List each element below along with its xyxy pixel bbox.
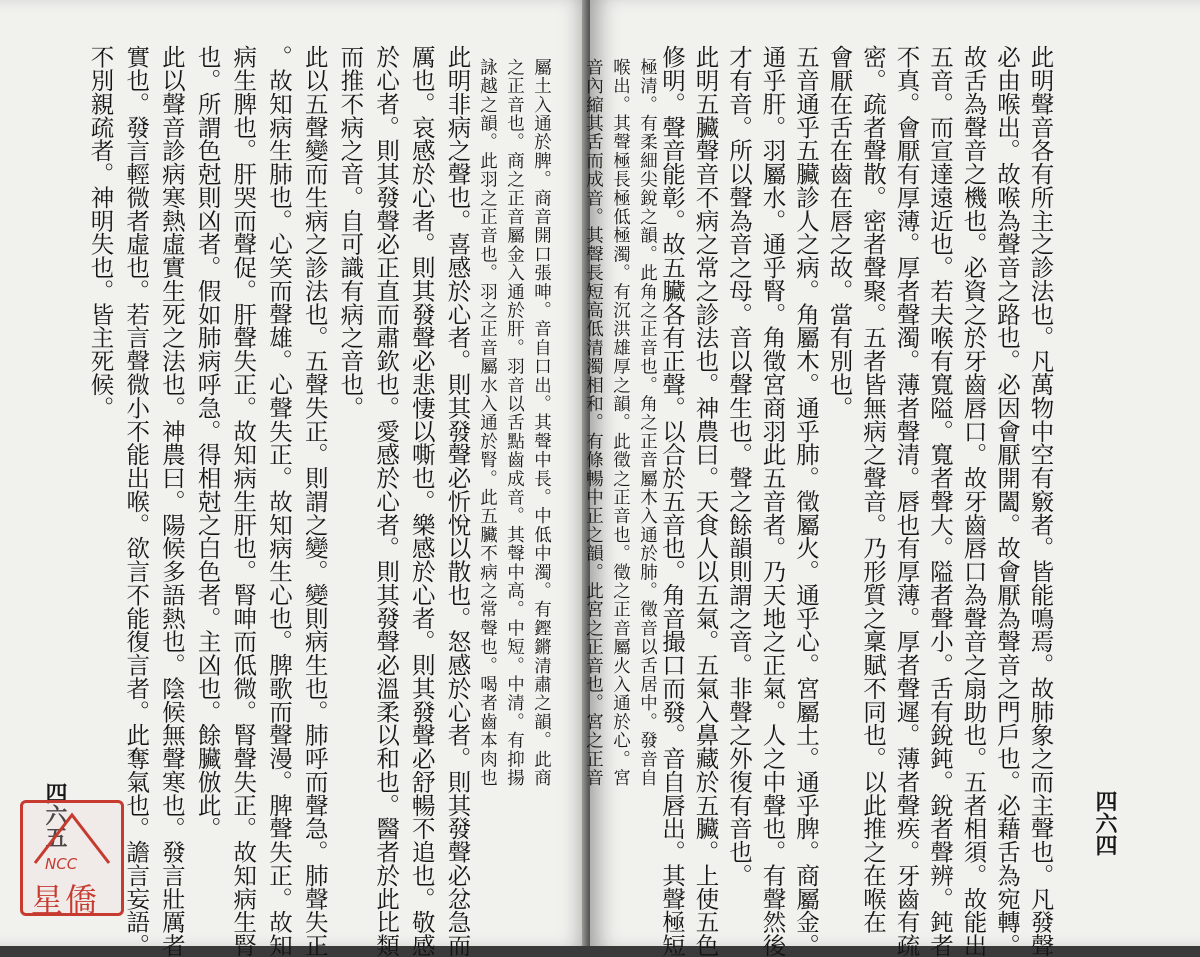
text-column: 不真。會厭有厚薄。厚者聲濁。薄者聲清。唇也有厚薄。厚者聲遲。薄者聲疾。牙齒有疏 [892, 45, 921, 957]
text-column: 此明五臟聲音不病之常之診法也。神農曰。天食人以五氣。五氣入鼻藏於五臟。上使五色 [691, 45, 720, 957]
text-column: 厲也。哀感於心者。則其發聲必悲悽以嘶也。樂感於心者。則其發聲必舒暢不追也。敬感 [407, 45, 436, 957]
text-column: 五音通乎五臟診人之病。角屬木。通乎肺。徵屬火。通乎心。宮屬土。通乎脾。商屬金。 [792, 45, 820, 957]
text-column: 才有音。所以聲為音之母。音以聲生也。聲之餘韻則謂之音。非聲之外復有音也。 [725, 45, 753, 887]
annotation-column: 之正音也。商之正音屬金入通於肝。羽音以舌點齒成音。其聲中高。中短。中清。有抑揚 [504, 58, 525, 788]
annotation-column: 喉出。其聲極長極低極濁。有沉洪雄厚之韻。此徵之正音也。徵之正音屬火入通於心。宮 [610, 58, 631, 788]
text-column: 也。所謂色尅則凶者。假如肺病呼急。得相尅之白色者。主凶也。餘臟倣此。 [193, 45, 222, 840]
left-page-number: 四六五 [42, 782, 68, 848]
right-page-number: 四六四 [1092, 790, 1118, 856]
text-column: 通乎肝。羽屬水。通乎腎。角徵宮商羽此五音者。乃天地之正氣。人之中聲也。有聲然後 [758, 45, 787, 957]
text-column: 故舌為聲音之機也。必資之於牙齒唇口。故牙齒唇口為聲音之扇助也。五者相須。故能出 [959, 45, 988, 957]
text-column: 修明。聲音能彰。故五臟各有正聲。以合於五音也。角音撮口而發。音自唇出。其聲極短 [658, 45, 686, 957]
right-page [583, 0, 1200, 957]
text-column: 此明聲音各有所主之診法也。凡萬物中空有竅者。皆能鳴焉。故肺象之而主聲也。凡發聲 [1026, 45, 1055, 957]
text-column: 會厭在舌在齒在唇之故。當有別也。 [825, 45, 854, 420]
annotation-column: 極清。有柔細尖銳之韻。此角之正音也。角之正音屬木入通於肺。徵音以舌居中。發音自 [637, 58, 658, 788]
seal-mark: NCC [45, 855, 78, 873]
annotation-column: 詠越之韻。此羽之正音也。羽之正音屬水入通於腎。此五臟不病之常聲也。喝者齒本肉也 [477, 58, 498, 788]
text-column: 而推不病之音。自可識有病之音也。 [336, 45, 365, 420]
annotation-column: 音內縮其舌而成音。其聲長短高低清濁相和。有條暢中正之韻。此宮之正音也。宮之正音 [583, 58, 604, 788]
text-column: 此以聲音診病寒熱虛實生死之法也。神農曰。陽候多語熱也。陰候無聲寒也。發言壯厲者 [157, 45, 186, 957]
text-column: 五音。而宣達遠近也。若夫喉有寬隘。寬者聲大。隘者聲小。舌有銳鈍。銳者聲辨。鈍者 [926, 45, 954, 957]
text-column: 實也。發言輕微者虛也。若言聲微小不能出喉。欲言不能復言者。此奪氣也。譫言妄語。 [122, 45, 151, 957]
text-column: 此明非病之聲也。喜感於心者。則其發聲必忻悅以散也。怒感於心者。則其發聲必忿急而 [443, 45, 472, 957]
text-column: 於心者。則其發聲必正直而肅欽也。愛感於心者。則其發聲必溫柔以和也。醫者於此比類 [372, 45, 401, 957]
text-column: 此以五聲變而生病之診法也。五聲失正。則謂之變。變則病生也。肺呼而聲急。肺聲失正 [300, 45, 329, 957]
text-column: 。故知病生肺也。心笑而聲雄。心聲失正。故知病生心也。脾歌而聲漫。脾聲失正。故知 [265, 45, 293, 957]
text-column: 不別親疏者。神明失也。皆主死候。 [86, 45, 115, 420]
text-column: 病生脾也。肝哭而聲促。肝聲失正。故知病生肝也。腎呻而低微。腎聲失正。故知病生腎 [229, 45, 258, 957]
text-column: 必由喉出。故喉為聲音之路也。必因會厭開闔。故會厭為聲音之門戶也。必藉舌為宛轉。 [993, 45, 1021, 957]
seal-name: 星僑 [31, 881, 100, 919]
collector-seal [20, 800, 124, 919]
annotation-column: 屬土入通於脾。商音開口張呻。音自口出。其聲中長。中低中濁。有鏗鏘清肅之韻。此商 [531, 58, 552, 788]
text-column: 密。疏者聲散。密者聲聚。五者皆無病之聲音。乃形質之稟賦不同也。以此推之在喉在 [859, 45, 887, 934]
